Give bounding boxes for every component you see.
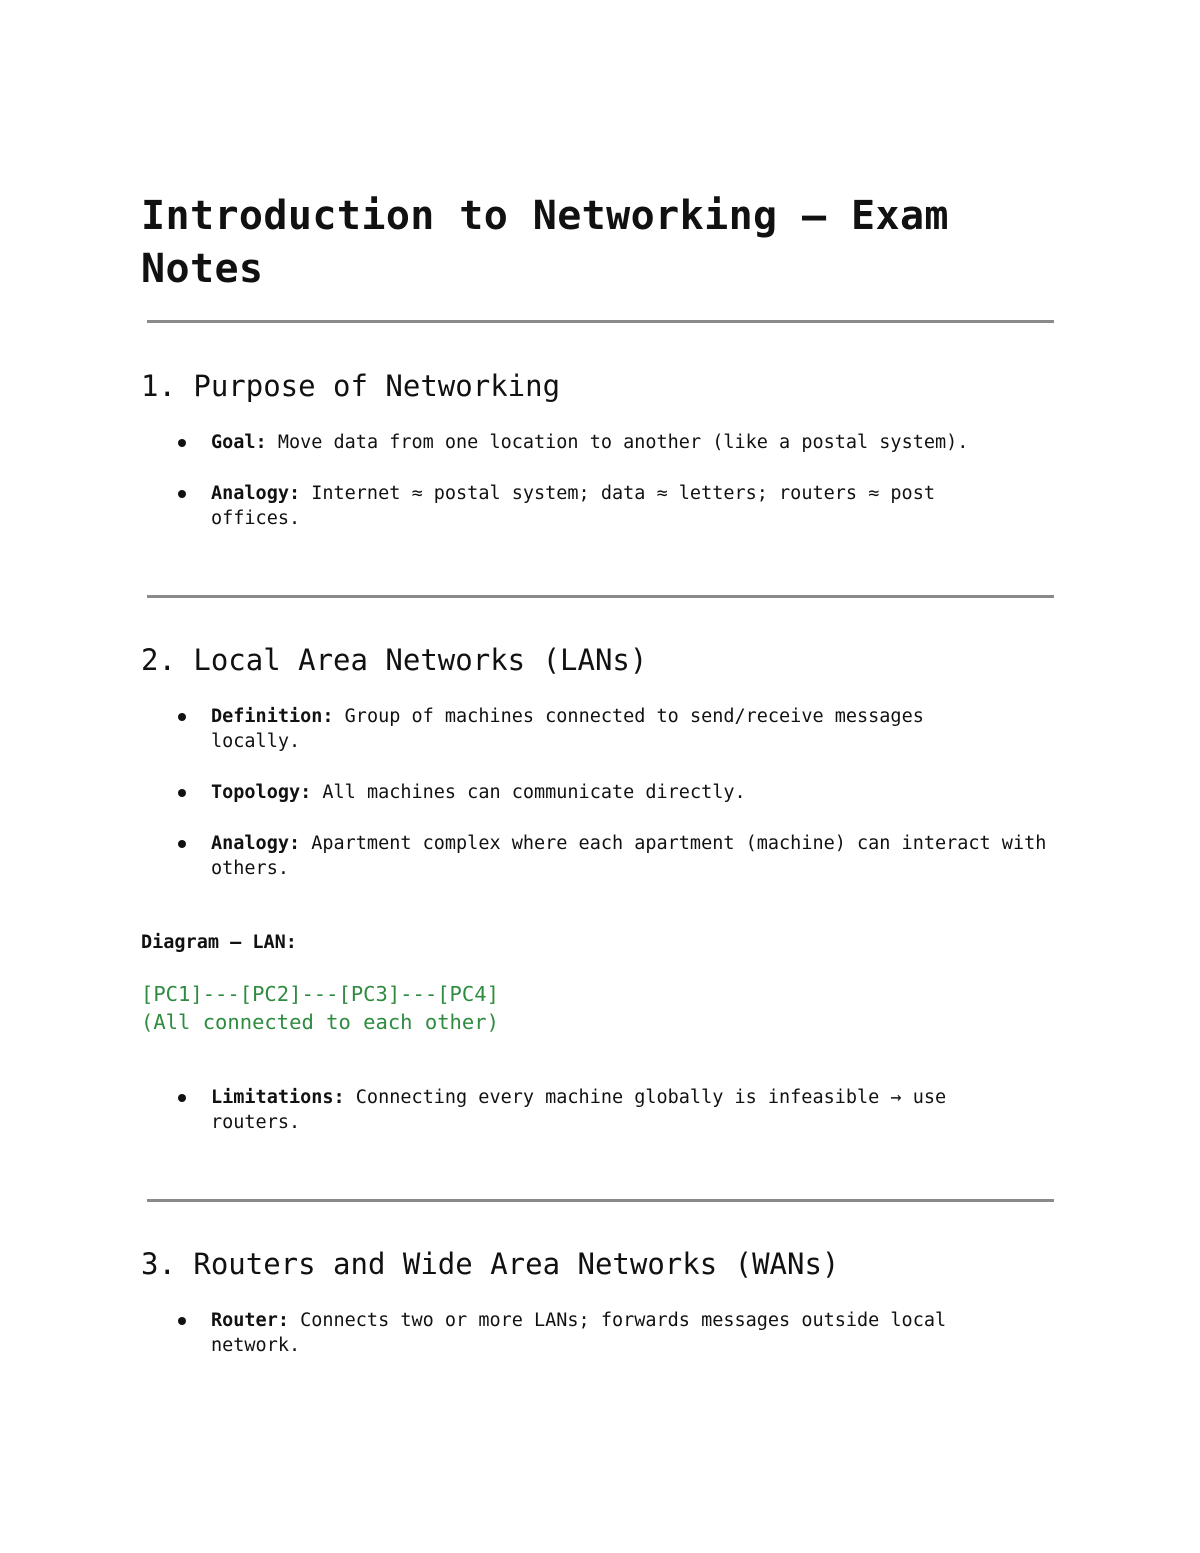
section-heading-routers-wans: 3. Routers and Wide Area Networks (WANs) <box>141 1247 840 1281</box>
bullet-icon <box>178 789 186 797</box>
item-label: Limitations: <box>211 1087 345 1108</box>
item-text: Connecting every machine globally is infeasible → use routers. <box>211 1087 947 1133</box>
list-item <box>211 704 991 754</box>
section-heading-lans: 2. Local Area Networks (LANs) <box>141 643 648 677</box>
item-text: All machines can communicate directly. <box>311 782 746 803</box>
bullet-icon <box>178 439 186 447</box>
item-label: Topology: <box>211 782 312 803</box>
item-label: Definition: <box>211 706 334 727</box>
divider <box>147 595 1054 598</box>
item-label: Router: <box>211 1310 289 1331</box>
list-item <box>211 430 1051 455</box>
item-label: Analogy: <box>211 833 301 854</box>
list-item <box>211 1085 1021 1135</box>
item-label: Analogy: <box>211 483 301 504</box>
lan-diagram <box>141 980 499 1036</box>
divider <box>147 1199 1054 1202</box>
item-text: Apartment complex where each apartment (machine) can interact with others. <box>211 833 1047 879</box>
item-label: Goal: <box>211 432 267 453</box>
bullet-icon <box>178 713 186 721</box>
item-text: Internet ≈ postal system; data ≈ letters; routers ≈ post offices. <box>211 483 935 529</box>
bullet-icon <box>178 490 186 498</box>
bullet-icon <box>178 840 186 848</box>
list-item <box>211 481 1001 531</box>
diagram-line: [PC1]---[PC2]---[PC3]---[PC4] <box>141 982 499 1006</box>
bullet-icon <box>178 1317 186 1325</box>
section-heading-purpose: 1. Purpose of Networking <box>141 369 561 403</box>
list-item <box>211 1308 1011 1358</box>
list-item <box>211 780 1051 805</box>
item-text: Move data from one location to another (like a postal system). <box>266 432 969 453</box>
item-text: Group of machines connected to send/receive messages locally. <box>211 706 924 752</box>
bullet-icon <box>178 1094 186 1102</box>
page-title: Introduction to Networking – Exam Notes <box>141 193 949 292</box>
item-text: Connects two or more LANs; forwards messages outside local network. <box>211 1310 947 1356</box>
diagram-caption: (All connected to each other) <box>141 1010 499 1034</box>
divider <box>147 320 1054 323</box>
list-item <box>211 831 1051 881</box>
diagram-label: Diagram – LAN: <box>141 932 297 953</box>
